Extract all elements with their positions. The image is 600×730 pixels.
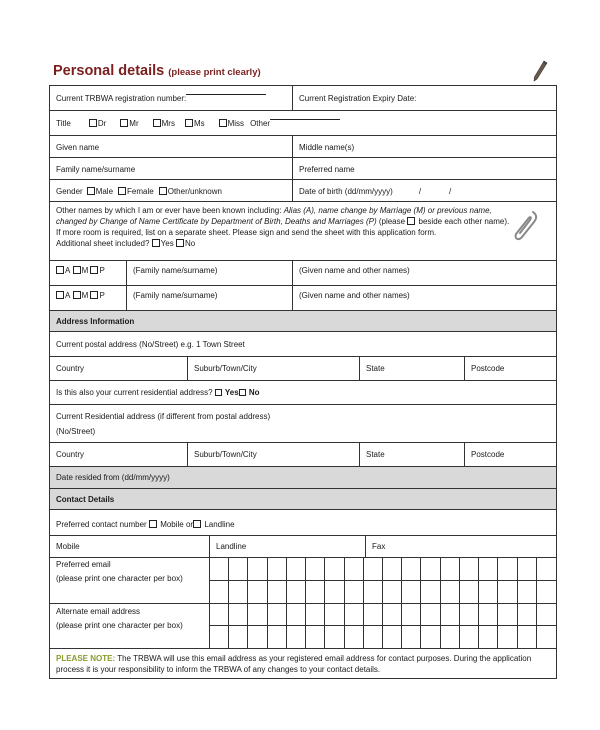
other-name-type-2	[50, 286, 127, 310]
other-names-info: Other names by which I am or ever have been known including: Alias (A), name change by Marriage (M) or previous name, changed by Change of Name Certificate by Department of Birth, Deaths and Marriages (P) (please beside each other name). If more room is required, list on a separate sheet. Please sign and send the sheet with this application form. Additional sheet included? Yes No	[56, 206, 510, 248]
dob-field[interactable]: Date of birth (dd/mm/yyyy) / /	[299, 187, 452, 196]
preferred-number-row	[50, 510, 556, 536]
date-resided-field[interactable]: Date resided from (dd/mm/yyyy)	[56, 473, 170, 482]
alternate-email-label: Alternate email address (please print one character per box)	[50, 604, 210, 648]
alternate-email-boxes[interactable]	[210, 604, 556, 648]
checkbox-icon	[219, 119, 227, 127]
residential-no[interactable]: No	[239, 388, 260, 397]
preferred-email-label: Preferred email (please print one character per box)	[50, 558, 210, 603]
additional-sheet-no[interactable]: No	[176, 239, 195, 248]
other-name-entry-2	[50, 286, 556, 311]
type-a-checkbox[interactable]: A	[56, 266, 70, 275]
family-name-field[interactable]: Family name/surname	[50, 158, 293, 179]
checked-box-icon	[407, 217, 415, 225]
address-section-title: Address Information	[56, 317, 135, 326]
title-other-input[interactable]	[270, 119, 340, 120]
postal-state-field[interactable]: State	[360, 357, 465, 380]
residential-state-field[interactable]: State	[360, 443, 465, 466]
phone-numbers-row	[50, 536, 556, 558]
checkbox-icon	[118, 187, 126, 195]
preferred-name-field[interactable]: Preferred name	[299, 165, 355, 174]
type-m-checkbox[interactable]: M	[73, 266, 89, 275]
type-p-checkbox[interactable]: P	[90, 266, 104, 275]
alternate-email-row	[50, 604, 556, 649]
family-preferred-row	[50, 158, 556, 180]
checkbox-icon	[120, 119, 128, 127]
contact-note	[50, 649, 556, 678]
other-given-name-1[interactable]: (Given name and other names)	[299, 266, 410, 275]
title-label: Title	[56, 119, 71, 128]
postal-location-row	[50, 357, 556, 381]
checkbox-icon	[152, 239, 160, 247]
note-text: The TRBWA will use this email address as your registered email address for contact purposes. During the application process it is your responsibility to inform the TRBWA of any changes to your contact details.	[56, 654, 532, 674]
checkbox-icon	[87, 187, 95, 195]
residential-address-row	[50, 405, 556, 443]
gender-option-other[interactable]: Other/unknown	[159, 187, 222, 196]
expiry-date-field[interactable]	[293, 86, 556, 110]
alternate-email-char-grid[interactable]	[210, 604, 556, 648]
checkbox-icon	[89, 119, 97, 127]
registration-number-label: Current TRBWA registration number:	[56, 94, 187, 103]
residential-country-field[interactable]: Country	[50, 443, 188, 466]
postal-suburb-field[interactable]: Suburb/Town/City	[188, 357, 360, 380]
title-subtitle: (please print clearly)	[168, 67, 261, 78]
title-other-label: Other	[250, 119, 271, 128]
other-names-info-row	[50, 202, 556, 261]
residential-address-field[interactable]: Current Residential address (if different from postal address) (No/Street)	[56, 412, 271, 436]
dob-label: Date of birth (dd/mm/yyyy)	[299, 187, 393, 196]
given-name-field[interactable]: Given name	[50, 136, 293, 157]
title-field	[50, 111, 556, 135]
expiry-date-label: Current Registration Expiry Date:	[299, 94, 417, 103]
preferred-number-field: Preferred contact number Mobile or Landline	[56, 520, 235, 529]
checkbox-icon	[185, 119, 193, 127]
preferred-email-char-grid[interactable]	[210, 558, 556, 603]
gender-label: Gender	[56, 187, 83, 196]
postal-address-row	[50, 332, 556, 357]
pen-icon	[532, 60, 548, 82]
title-option-mr[interactable]: Mr	[120, 119, 138, 128]
date-resided-row	[50, 467, 556, 489]
page-title	[53, 63, 261, 79]
title-option-dr[interactable]: Dr	[89, 119, 106, 128]
type-m-checkbox[interactable]: M	[73, 291, 89, 300]
type-a-checkbox[interactable]: A	[56, 291, 70, 300]
landline-field[interactable]: Landline	[210, 536, 366, 557]
note-label: PLEASE NOTE:	[56, 654, 116, 663]
checkbox-icon	[159, 187, 167, 195]
postal-address-field[interactable]: Current postal address (No/Street) e.g. 1 Town Street	[56, 340, 245, 349]
other-given-name-2[interactable]: (Given name and other names)	[299, 291, 410, 300]
checkbox-icon	[153, 119, 161, 127]
given-middle-row	[50, 136, 556, 158]
note-row	[50, 649, 556, 678]
title-row	[50, 111, 556, 136]
preferred-email-boxes[interactable]	[210, 558, 556, 603]
registration-row	[50, 86, 556, 111]
mobile-field[interactable]: Mobile	[50, 536, 210, 557]
residential-yes[interactable]: Yes	[215, 388, 239, 397]
fax-field[interactable]: Fax	[372, 542, 386, 551]
title-option-ms[interactable]: Ms	[185, 119, 205, 128]
preferred-landline-option[interactable]: Landline	[193, 520, 234, 529]
residential-location-row	[50, 443, 556, 467]
registration-number-field[interactable]	[50, 86, 293, 110]
registration-number-line	[186, 94, 266, 95]
title-option-mrs[interactable]: Mrs	[153, 119, 175, 128]
gender-option-male[interactable]: Male	[87, 187, 113, 196]
other-name-type-1	[50, 261, 127, 285]
other-name-entry-1	[50, 261, 556, 286]
other-family-name-2[interactable]: (Family name/surname)	[127, 286, 293, 310]
title-option-miss[interactable]: Miss	[219, 119, 244, 128]
personal-details-form	[49, 85, 557, 679]
gender-dob-row	[50, 180, 556, 202]
checkbox-icon	[176, 239, 184, 247]
preferred-email-row	[50, 558, 556, 604]
postal-postcode-field[interactable]: Postcode	[471, 364, 505, 373]
additional-sheet-yes[interactable]: Yes	[152, 239, 174, 248]
residential-postcode-field[interactable]: Postcode	[471, 450, 505, 459]
gender-field	[50, 180, 293, 201]
type-p-checkbox[interactable]: P	[90, 291, 104, 300]
gender-option-female[interactable]: Female	[118, 187, 154, 196]
contact-section-title: Contact Details	[56, 495, 115, 504]
middle-name-field[interactable]: Middle name(s)	[299, 143, 355, 152]
residential-question-row	[50, 381, 556, 405]
contact-section-header	[50, 489, 556, 510]
preferred-mobile-option[interactable]: Mobile or	[149, 520, 193, 529]
other-family-name-1[interactable]: (Family name/surname)	[127, 261, 293, 285]
address-section-header	[50, 311, 556, 332]
postal-country-field[interactable]: Country	[50, 357, 188, 380]
title-text: Personal details	[53, 63, 165, 79]
residential-question: Is this also your current residential address? Yes No	[56, 388, 260, 397]
residential-suburb-field[interactable]: Suburb/Town/City	[188, 443, 360, 466]
